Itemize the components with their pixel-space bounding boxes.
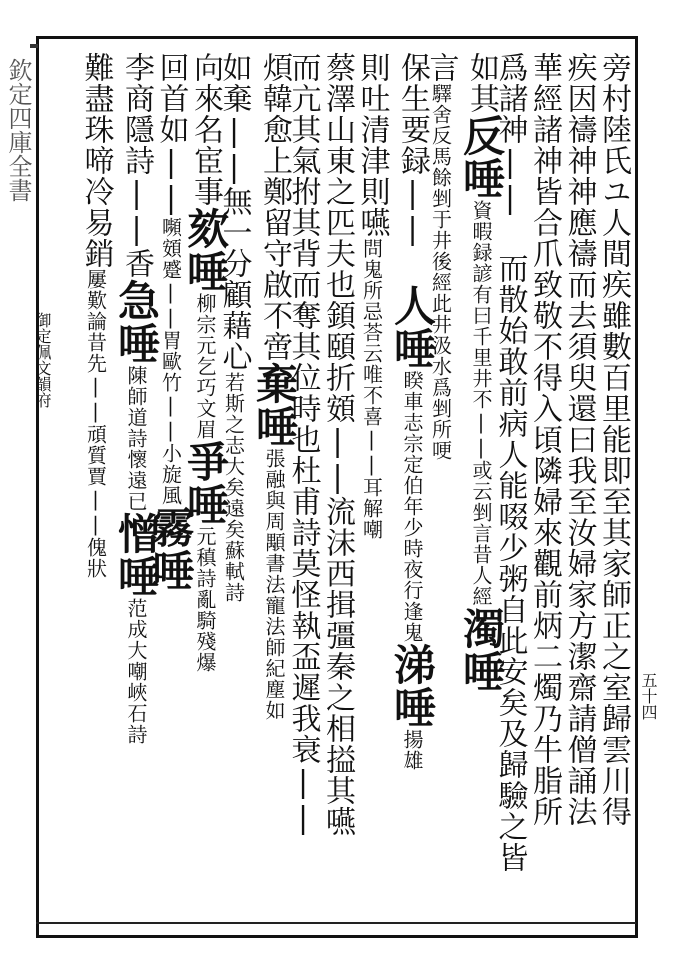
bottom-rule — [36, 922, 636, 924]
text-column — [78, 52, 114, 579]
annotation-text: 揚雄 — [400, 729, 424, 771]
body-text: 向來名宦事 — [188, 52, 223, 207]
body-text: 煩韓愈上鄭留守啟不啻 — [257, 52, 292, 362]
book-title-edge: 欽定四庫全書 — [4, 58, 32, 202]
text-column — [527, 52, 562, 827]
headword: 急唾 — [112, 279, 161, 365]
annotation-text: 解嘲 — [359, 498, 384, 540]
body-text: 而亢其氣拊其背而奪其位時也杜甫詩莫怪執盃遲我衰|| — [285, 52, 321, 837]
annotation-text: 元稹詩亂騎殘爆 — [193, 526, 217, 673]
headword: 霧唾 — [146, 506, 196, 592]
text-column — [457, 52, 506, 693]
page-number: 五十四 — [639, 672, 658, 720]
annotation-text: 柳宗元乞巧文眉 — [193, 293, 217, 440]
body-text: 回首如|| — [153, 52, 189, 217]
body-text: 如棄||無一分顧藉心 — [216, 52, 252, 372]
body-text: 疾因禱神神應禱而去須臾還曰我至汝婦家方潔齋請僧誦法 — [561, 52, 597, 827]
annotation-text: 嚬頞蹙||胃 — [158, 217, 183, 351]
body-text: 爲諸神|| 而散始敢前病人能啜少粥自此安矣及歸驗之皆 — [492, 52, 528, 873]
annotation-text: 資暇録諺有曰千里井不||或云剉言昔人經 — [469, 200, 493, 607]
body-text: 如其 — [464, 52, 499, 114]
annotation-text: 張融與周顒書法寵法師紀塵如 — [262, 448, 286, 721]
body-text: 言 — [423, 52, 459, 83]
headword: 欬唾 — [181, 207, 230, 293]
body-text: 旁村陸氏ユ人間疾雖數百里能即至其家師正之室歸雲川得 — [596, 52, 631, 827]
annotation-text: 問鬼所忌荅云唯不喜||耳 — [359, 238, 384, 498]
headword: 爭唾 — [181, 440, 230, 526]
top-left-tick — [30, 44, 38, 48]
annotation-text: 若斯之志大矣遠矣蘇軾詩 — [221, 372, 246, 603]
annotation-text: 驛舍反馬餘剉于井後經此井汲水爲剉所哽 — [428, 83, 453, 461]
body-text: 難盡珠啼冷易銷 — [78, 52, 114, 269]
text-column — [250, 52, 299, 721]
annotation-text: 竹||小旋風 — [158, 372, 183, 506]
annotation-text: 陳師道詩懷遠已 — [124, 365, 148, 512]
headword: 憎唾 — [112, 512, 161, 598]
annotation-text: 歐 — [158, 351, 183, 372]
body-text: 則吐清津則嚥 — [354, 52, 390, 238]
annotation-text: 屢歎論昔先|| — [83, 269, 108, 424]
annotation-text: 頑質賈||傀狀 — [83, 424, 108, 579]
annotation-text: 范成大嘲峽石詩 — [124, 598, 148, 745]
headword: 人唾 — [388, 284, 437, 370]
text-column — [388, 52, 437, 771]
text-column — [596, 52, 631, 827]
margin-title: 御定佩文韻府 — [33, 312, 52, 408]
text-column — [112, 52, 161, 745]
body-text: 蔡澤山東之匹夫也顉頤折頞||流沫西揖彊秦之相搤其嚥 — [320, 52, 355, 837]
headword: 棄唾 — [250, 362, 299, 448]
body-text: 李商隱詩||香 — [119, 52, 154, 279]
body-text: 華經諸神皆合爪致敬不得入頃隣婦來觀前炳二燭乃牛脂所 — [527, 52, 562, 827]
text-column — [354, 52, 390, 540]
annotation-text: 睽車志宗定伯年少時夜行逢鬼 — [400, 370, 424, 643]
headword: 濁唾 — [457, 607, 506, 693]
headword: 反唾 — [457, 114, 506, 200]
body-text: 保生要録|| — [395, 52, 430, 284]
text-column — [320, 52, 355, 837]
headword: 涕唾 — [388, 643, 437, 729]
text-column — [561, 52, 597, 827]
